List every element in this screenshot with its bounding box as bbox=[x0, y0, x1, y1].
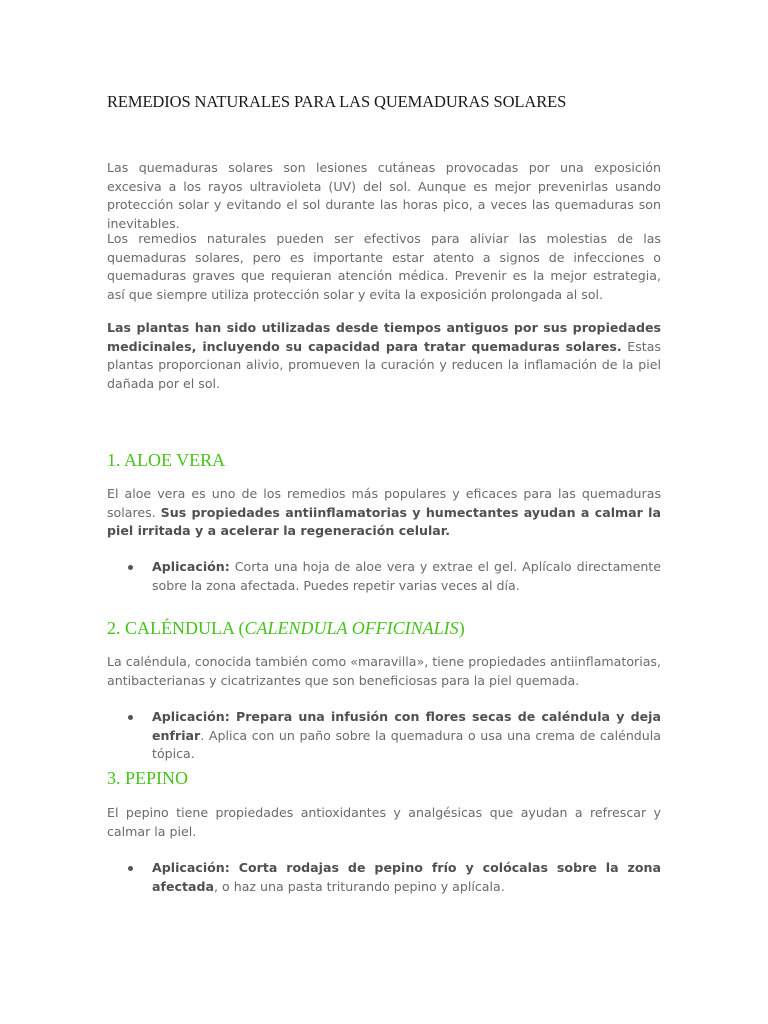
section-paragraph-pepino-text: El pepino tiene propiedades antioxidantes y analgésicas que ayudan a refrescar y calmar la piel. bbox=[107, 805, 661, 839]
bullet-bold-text: Prepara una infusión con flores secas de caléndula y deja enfriar bbox=[152, 709, 661, 743]
bullet-aloe-vera bbox=[152, 558, 661, 595]
intro-paragraph-2-text: Los remedios naturales pueden ser efectivos para aliviar las molestias de las quemaduras solares, pero es importante estar atento a signos de infecciones o quemaduras graves que requieran atención médica. Prevenir es la mejor estrategia, así que siempre utiliza protección solar y evita la exposición prolongada al sol. bbox=[107, 231, 661, 302]
bullet-dot-icon bbox=[128, 565, 133, 570]
section-heading-calendula-italic: CALENDULA OFFICINALIS bbox=[244, 618, 459, 638]
bullet-text: . Aplica con un paño sobre la quemadura o usa una crema de caléndula tópica. bbox=[152, 727, 661, 762]
section-paragraph-calendula-text: La caléndula, conocida también como «maravilla», tiene propiedades antiinflamatorias, antibacterianas y cicatrizantes que son beneficiosas para la piel quemada. bbox=[107, 654, 661, 688]
intro-paragraph-3-bold: Las plantas han sido utilizadas desde tiempos antiguos por sus propiedades medicinales, incluyendo su capacidad para tratar quemaduras solares. bbox=[107, 320, 661, 354]
section-paragraph-aloe-vera-bold: Sus propiedades antiinflamatorias y humectantes ayudan a calmar la piel irritada y a acelerar la regeneración celular. bbox=[107, 504, 661, 539]
section-heading-calendula-text: 2. CALÉNDULA ( bbox=[107, 618, 245, 638]
intro-paragraph-1-text: Las quemaduras solares son lesiones cutáneas provocadas por una exposición excesiva a los rayos ultravioleta (UV) del sol. Aunque es mejor prevenirlas usando protección solar y evitando el sol durante las horas pico, a veces las quemaduras son inevitables. bbox=[107, 160, 661, 231]
intro-paragraph-1 bbox=[107, 159, 661, 233]
section-paragraph-pepino bbox=[107, 804, 661, 841]
intro-paragraph-3-text: Estas plantas proporcionan alivio, promueven la curación y reducen la inflamación de la piel dañada por el sol. bbox=[107, 338, 661, 391]
bullet-calendula bbox=[152, 708, 661, 764]
section-heading-calendula-end: ) bbox=[458, 618, 465, 638]
section-paragraph-calendula bbox=[107, 653, 661, 690]
intro-paragraph-2 bbox=[107, 230, 661, 304]
bullet-label: Aplicación: bbox=[152, 559, 230, 574]
bullet-pepino bbox=[152, 859, 661, 896]
document-title: REMEDIOS NATURALES PARA LAS QUEMADURAS SOLARES bbox=[107, 92, 567, 111]
bullet-dot-icon bbox=[128, 715, 133, 720]
section-paragraph-aloe-vera bbox=[107, 485, 661, 541]
bullet-bold-text: Corta rodajas de pepino frío y colócalas sobre la zona afectada bbox=[152, 860, 661, 894]
section-heading-pepino: 3. PEPINO bbox=[107, 768, 189, 788]
intro-paragraph-3 bbox=[107, 319, 661, 393]
bullet-label: Aplicación: bbox=[152, 709, 230, 724]
section-heading-aloe-vera: 1. ALOE VERA bbox=[107, 450, 226, 470]
section-paragraph-aloe-vera-text: El aloe vera es uno de los remedios más populares y eficaces para las quemaduras solares. bbox=[107, 486, 661, 520]
bullet-text: Corta una hoja de aloe vera y extrae el gel. Aplícalo directamente sobre la zona afectada. Puedes repetir varias veces al día. bbox=[152, 559, 661, 593]
section-heading-calendula bbox=[107, 618, 465, 639]
bullet-text: , o haz una pasta triturando pepino y aplícala. bbox=[214, 878, 505, 894]
bullet-label: Aplicación: bbox=[152, 860, 230, 875]
bullet-dot-icon bbox=[128, 866, 133, 871]
